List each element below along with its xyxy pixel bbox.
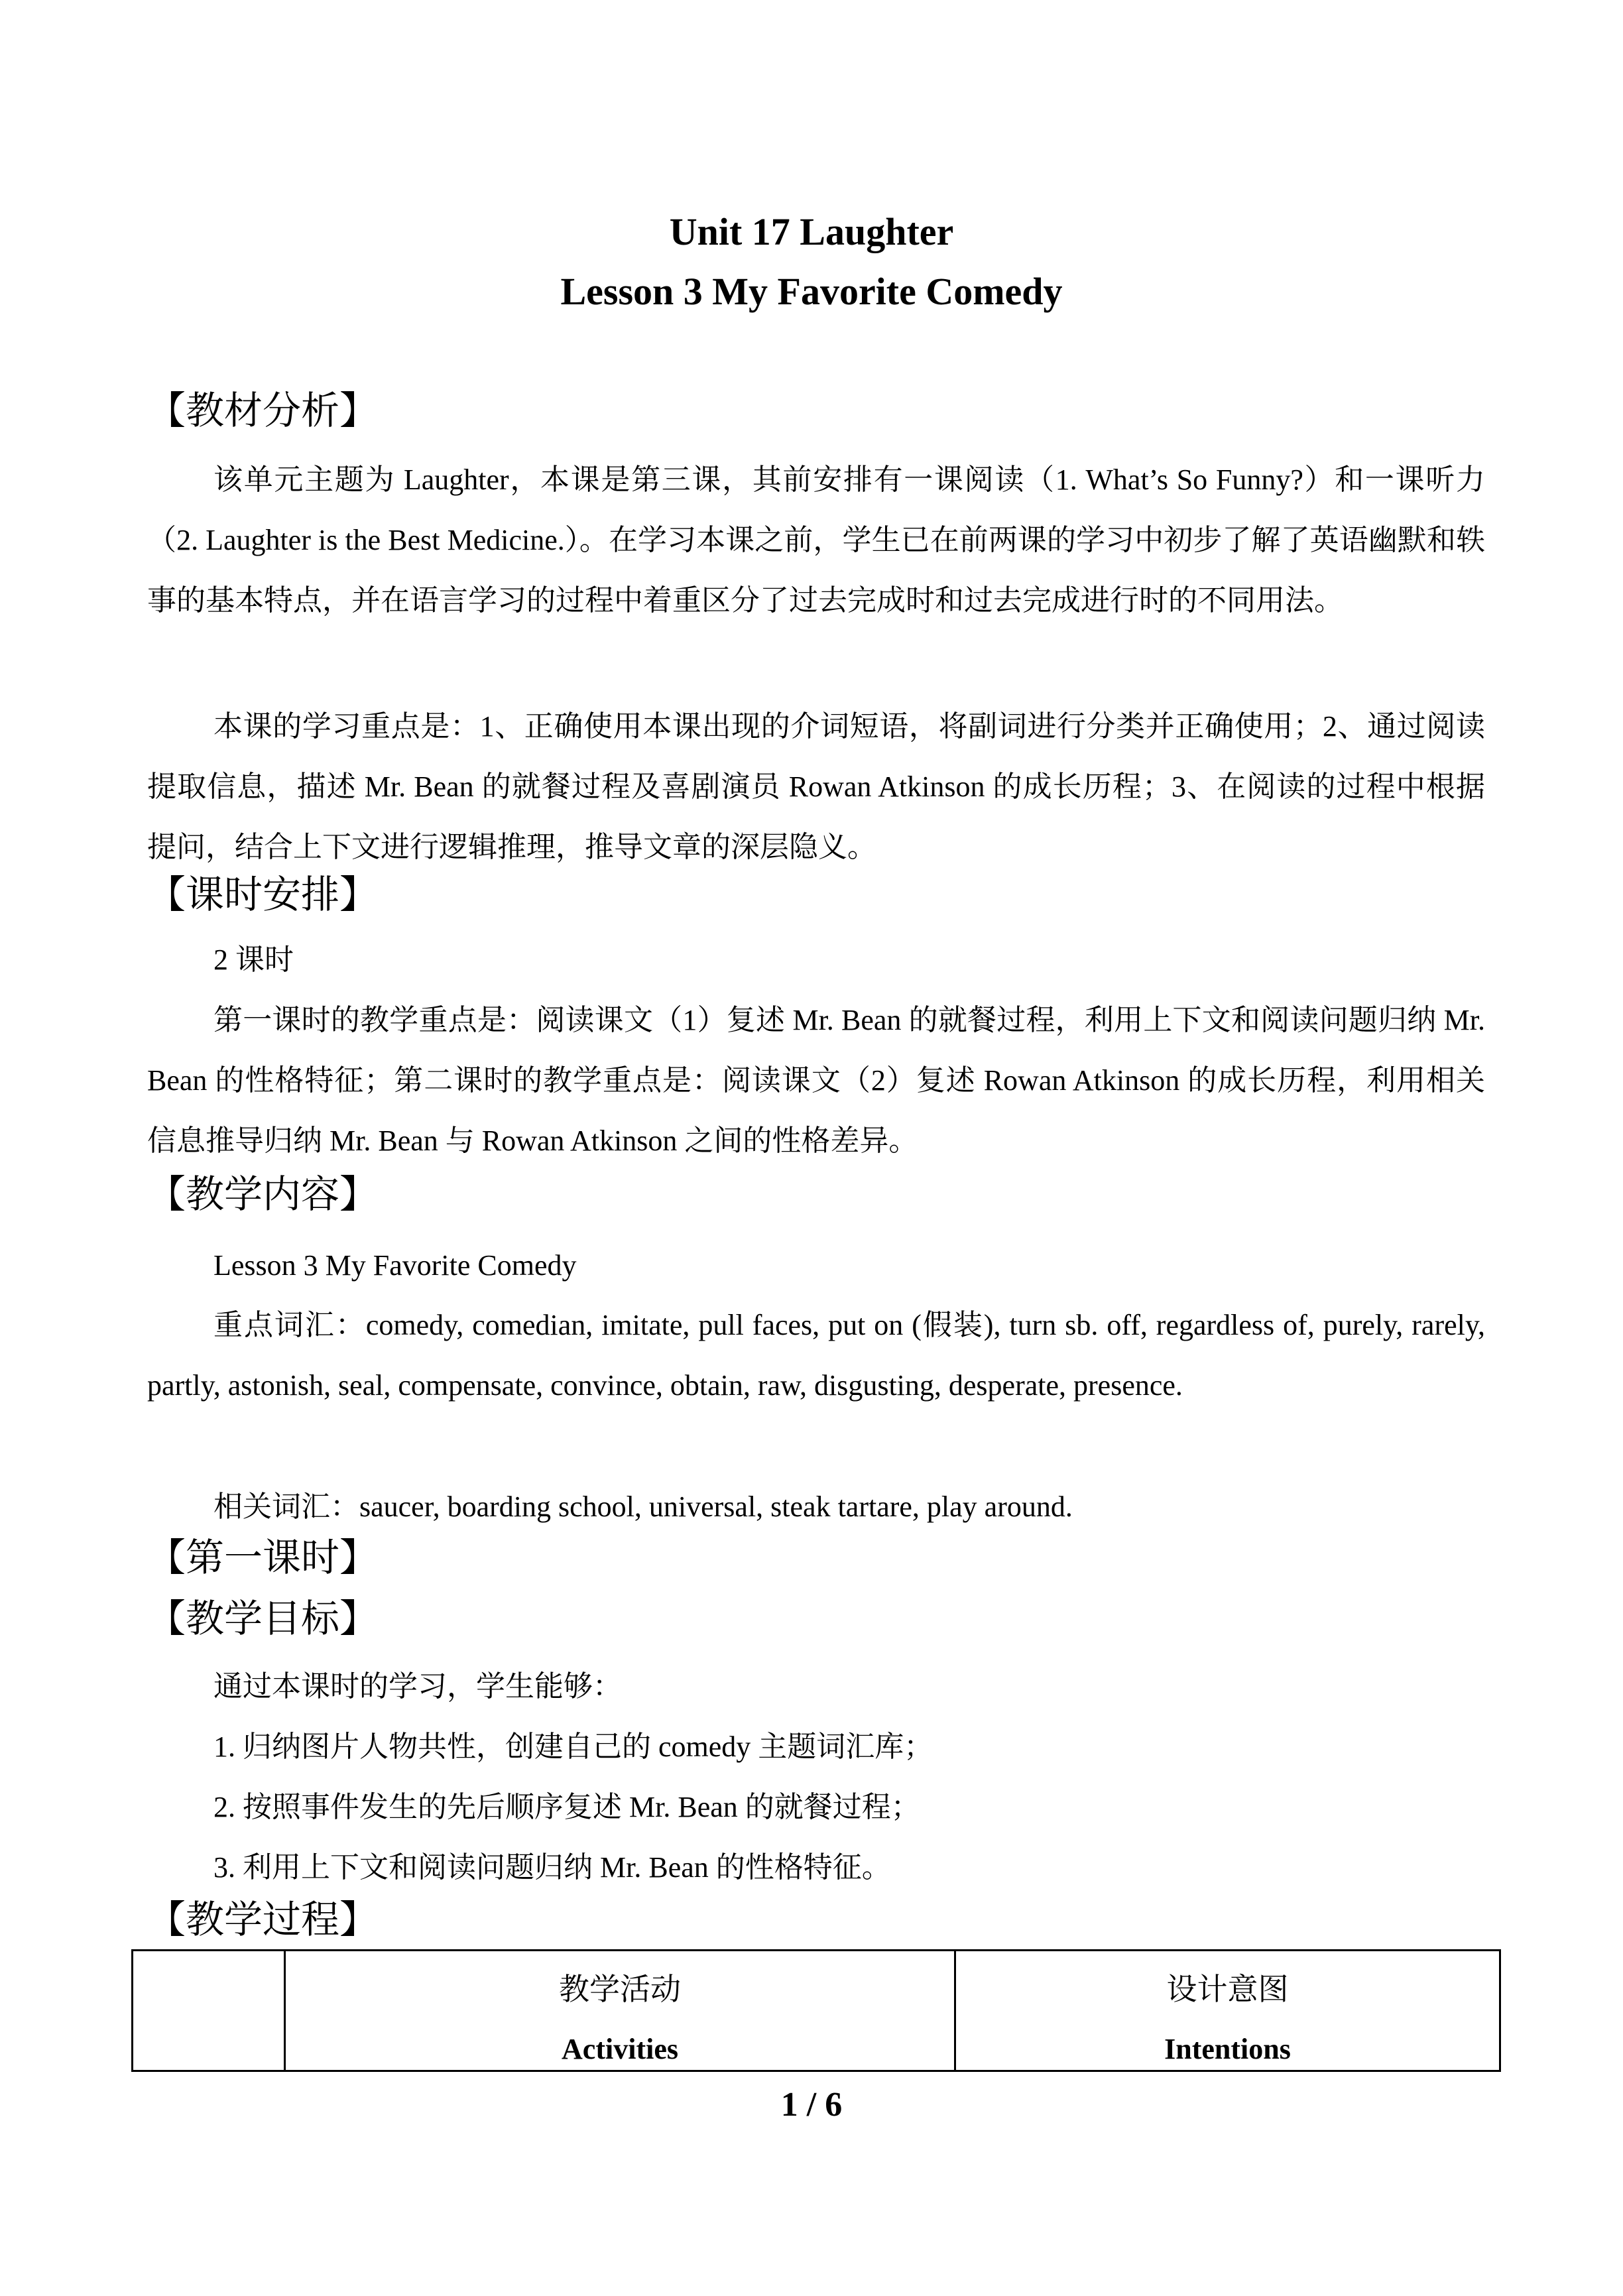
table-header-activities (285, 1951, 955, 2071)
heading-teaching-objectives: 【教学目标】 (147, 1597, 379, 1640)
material-analysis-paragraph-1: 该单元主题为 Laughter，本课是第三课，其前安排有一课阅读（1. What’s So Funny?）和一课听力（2. Laughter is the Best Medicine.）。在学习本课之前，学生已在前两课的学习中初步了解了英语幽默和轶事的基本特点，并在语言学习的过程中着重区分了过去完成时和过去完成进行时的不同用法。 (147, 463, 1485, 617)
related-vocabulary: 相关词汇：saucer, boarding school, universal, steak tartare, play around. (213, 1490, 1073, 1523)
activities-label-zh: 教学活动 (559, 1972, 681, 2006)
objective-item-2: 2. 按照事件发生的先后顺序复述 Mr. Bean 的就餐过程； (213, 1791, 920, 1823)
table-header-row (133, 1951, 1500, 2071)
heading-first-period: 【第一课时】 (147, 1536, 379, 1579)
objective-item-1: 1. 归纳图片人物共性，创建自己的 comedy 主题词汇库； (213, 1730, 933, 1763)
intentions-label-en: Intentions (1164, 2033, 1291, 2065)
key-vocabulary: 重点词汇：comedy, comedian, imitate, pull faces, put on (假装), turn sb. off, regardless of, purely, rarely, partly, astonish, seal, compensate, convince, obtain, raw, disgusting, desperate, presence. (147, 1309, 1485, 1402)
schedule-paragraph: 第一课时的教学重点是：阅读课文（1）复述 Mr. Bean 的就餐过程，利用上下文和阅读问题归纳 Mr. Bean 的性格特征；第二课时的教学重点是：阅读课文（2）复述 Rowan Atkinson 的成长历程，利用相关信息推导归纳 Mr. Bean 与 Rowan Atkinson 之间的性格差异。 (147, 1004, 1485, 1157)
heading-schedule: 【课时安排】 (147, 873, 379, 916)
table-blank-cell (133, 1951, 285, 2071)
table-header-intentions (955, 1951, 1500, 2071)
content-lesson-name: Lesson 3 My Favorite Comedy (213, 1249, 577, 1282)
objective-item-3: 3. 利用上下文和阅读问题归纳 Mr. Bean 的性格特征。 (213, 1851, 891, 1884)
intentions-label-zh: 设计意图 (1166, 1972, 1289, 2006)
lesson-title: Lesson 3 My Favorite Comedy (560, 270, 1063, 313)
schedule-hours: 2 课时 (213, 943, 294, 976)
activities-label-en: Activities (562, 2033, 678, 2065)
heading-teaching-content: 【教学内容】 (147, 1173, 379, 1216)
page-number: 1 / 6 (780, 2086, 843, 2124)
unit-title: Unit 17 Laughter (669, 210, 954, 253)
heading-material-analysis: 【教材分析】 (147, 389, 379, 432)
heading-teaching-process: 【教学过程】 (147, 1898, 379, 1941)
objectives-intro: 通过本课时的学习，学生能够： (213, 1670, 622, 1703)
material-analysis-paragraph-2: 本课的学习重点是：1、正确使用本课出现的介词短语，将副词进行分类并正确使用；2、通过阅读提取信息，描述 Mr. Bean 的就餐过程及喜剧演员 Rowan Atkinson 的成长历程；3、在阅读的过程中根据提问，结合上下文进行逻辑推理，推导文章的深层隐义。 (147, 710, 1485, 863)
teaching-process-table (131, 1949, 1501, 2072)
